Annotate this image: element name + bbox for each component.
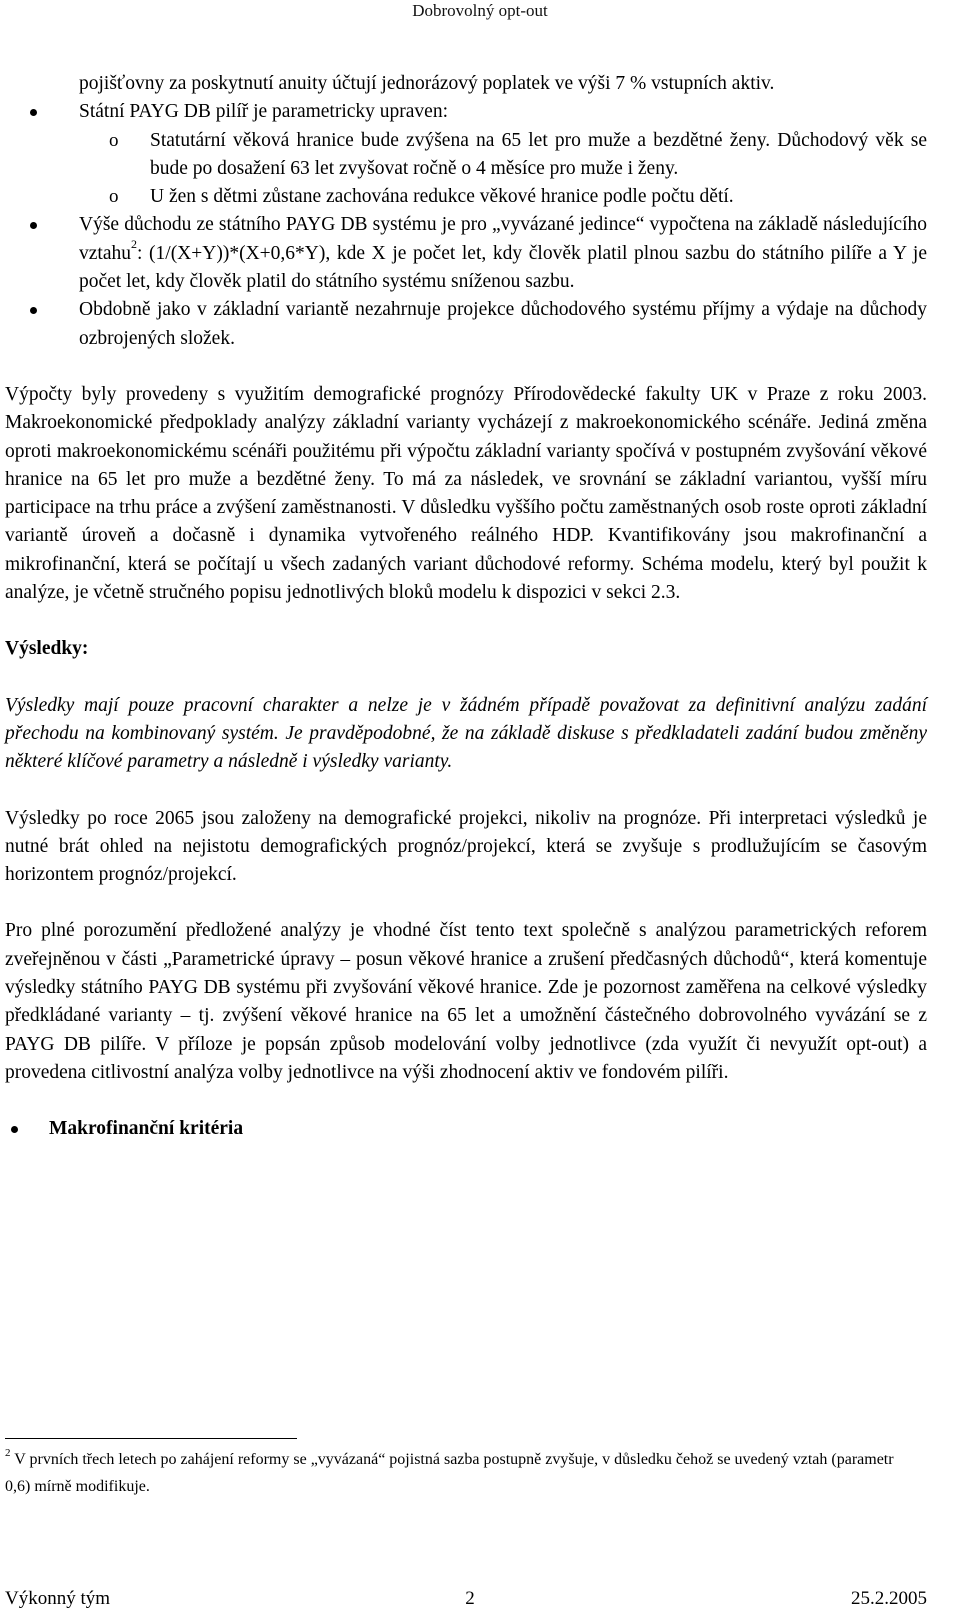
sub-item-text: U žen s dětmi zůstane zachována redukce věkové hranice podle počtu dětí. — [150, 186, 734, 208]
formula-intro: Výše důchodu ze státního PAYG DB systému je pro „vyvázané jedince“ vypočtena na základě následujícího vztahu — [79, 214, 927, 264]
footnote-text: V prvních třech letech po zahájení reformy se „vyvázaná“ pojistná sazba postupně zvyšuje, v důsledku čehož se uvedený vztah (parametr 0,6) mírně modifikuje. — [5, 1451, 894, 1495]
bullet-dot-icon — [30, 307, 37, 314]
list-item — [5, 296, 927, 353]
bullet-dot-icon — [30, 222, 37, 229]
section-heading-results: Výsledky: — [5, 638, 89, 660]
formula-text: : (1/(X+Y))*(X+0,6*Y), kde X je počet let, kdy člověk platil plnou sazbu do státního pilíře a Y je počet let, kdy člověk platil do státního systému sníženou sazbu. — [79, 242, 927, 293]
sub-list-item — [5, 127, 927, 184]
sub-list-item — [5, 183, 927, 211]
sub-item-text: Statutární věková hranice bude zvýšena na 65 let pro muže a bezdětné ženy. Důchodový věk se bude po dosažení 63 let zvyšovat ročně o 4 měsíce pro muže i ženy. — [150, 129, 927, 179]
paragraph-methodology: Výpočty byly provedeny s využitím demografické prognózy Přírodovědecké fakulty UK v Praze z roku 2003. Makroekonomické předpoklady analýzy základní varianty vycházejí z makroekonomického scénáře. Jediná změna oproti makroekonomickému scénáři použitému při výpočtu základní varianty spočívá v postupném zvyšování věkové hranice na 65 let pro muže a bezdětné ženy. To má za následek, ve srovnání se základní variantou, vyšší míru participace na trhu práce a zvýšení zaměstnanosti. V důsledku vyššího počtu zaměstnaných osob roste oproti základní variantě úroveň a dočasně i dynamika vytvořeného reálného HDP. Kvantifikovány jsou makrofinanční a mikrofinanční, která se počítají u všech zadaných variant důchodové reformy. Schéma modelu, který byl použit k analýze, je včetně stručného popisu jednotlivých bloků modelu k dispozici v sekci 2.3. — [5, 383, 927, 604]
paragraph-reading-guide: Pro plné porozumění předložené analýzy je vhodné číst tento text společně s analýzou parametrických reforem zveřejněnou v části „Parametrické úpravy – posun věkové hranice a zrušení předčasných důchodů“, která komentuje výsledky státního PAYG DB systému při zvyšování věkové hranice. Zde je pozornost zaměřena na celkové výsledky předkládané varianty – tj. zvýšení věkové hranice na 65 let a umožnění částečného dobrovolného vyvázání se z PAYG DB pilíře. V příloze je popsán způsob modelování volby jednotlivce (zda využít či nevyužít opt-out) a provedena citlivostní analýza volby jednotlivce na výši zhodnocení aktiv ve fondovém pilíři. — [5, 920, 927, 1083]
circle-bullet-icon: o — [109, 186, 119, 208]
footnote — [5, 1446, 905, 1500]
footnote-ref[interactable]: 2 — [130, 237, 137, 252]
page-number: 2 — [465, 1588, 475, 1609]
footnote-number: 2 — [5, 1446, 11, 1459]
section-heading-macrofinancial — [5, 1115, 927, 1143]
list-item — [5, 98, 927, 211]
footer-author: Výkonný tým — [5, 1588, 111, 1609]
paragraph-disclaimer: Výsledky mají pouze pracovní charakter a nelze je v žádném případě považovat za definitivní analýzu zadání přechodu na kombinovaný systém. Je pravděpodobné, že na základě diskuse s předkladateli zadání budou změněny některé klíčové parametry a následně i výsledky varianty. — [5, 694, 927, 773]
circle-bullet-icon: o — [109, 129, 119, 151]
intro-continuation: pojišťovny za poskytnutí anuity účtují jednorázový poplatek ve výši 7 % vstupních aktiv. — [79, 73, 775, 94]
footnote-divider — [5, 1438, 297, 1439]
bullet-text: Obdobně jako v základní variantě nezahrnuje projekce důchodového systému příjmy a výdaje na důchody ozbrojených složek. — [79, 299, 927, 349]
footer-date: 25.2.2005 — [851, 1588, 927, 1609]
bullet-text — [79, 211, 927, 296]
bullet-dot-icon — [11, 1126, 18, 1133]
list-item — [5, 70, 927, 98]
paragraph-projection-note: Výsledky po roce 2065 jsou založeny na demografické projekci, nikoliv na prognóze. Při interpretaci výsledků je nutné brát ohled na nejistotu demografických prognóz/projekcí, která se zvyšuje s prodlužujícím se časovým horizontem prognóz/projekcí. — [5, 807, 927, 886]
running-header: Dobrovolný opt-out — [412, 1, 548, 20]
page-content — [5, 70, 927, 1144]
bullet-dot-icon — [30, 109, 37, 116]
bullet-list — [5, 70, 927, 353]
list-item — [5, 211, 927, 296]
section-bullet-label: Makrofinanční kritéria — [49, 1118, 244, 1140]
bullet-text: Státní PAYG DB pilíř je parametricky upraven: — [79, 101, 449, 123]
